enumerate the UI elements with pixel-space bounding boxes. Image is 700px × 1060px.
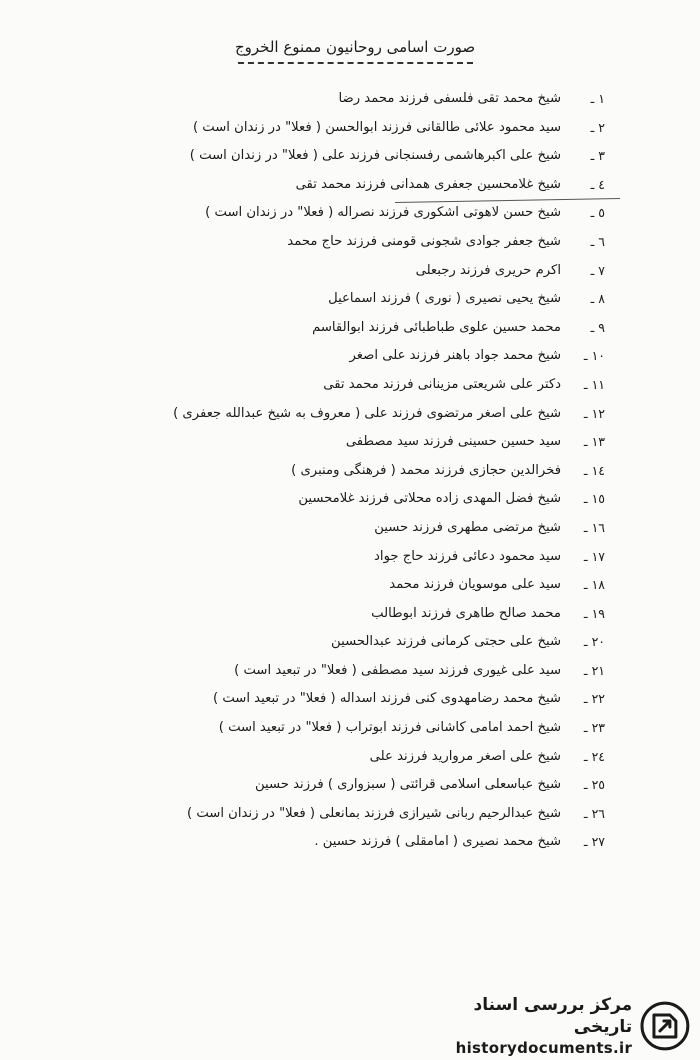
item-text: شیخ محمد رضامهدوی کنی فرزند اسداله ( فعلا" در تبعید است )	[212, 691, 561, 707]
document-title: صورت اسامی روحانیون ممنوع الخروج	[234, 38, 476, 56]
item-number: ۲۱ ـ	[583, 662, 605, 678]
list-item	[150, 828, 605, 857]
item-number: ۲۰ ـ	[583, 634, 605, 650]
item-number: ۲٦ ـ	[583, 805, 605, 821]
item-number: ۲٤ ـ	[583, 748, 605, 764]
item-text: شیخ عباسعلی اسلامی قرائتی ( سبزواری ) فرزند حسین	[254, 777, 561, 793]
list-item	[150, 543, 605, 572]
item-number: ۱٦ ـ	[583, 519, 605, 535]
list-item	[150, 743, 605, 772]
item-number: ۱٥ ـ	[583, 491, 605, 507]
item-number: ٦ ـ	[590, 233, 605, 249]
list-item	[150, 85, 605, 114]
item-text: محمد حسین علوی طباطبائی فرزند ابوالقاسم	[312, 319, 561, 335]
archive-watermark	[410, 995, 690, 1057]
item-number: ۱ ـ	[590, 91, 605, 106]
item-text: شیخ محمد نصیری ( امامقلی ) فرزند حسین .	[314, 834, 561, 850]
item-text: محمد صالح طاهری فرزند ابوطالب	[371, 605, 561, 621]
item-text: شیخ فضل المهدی زاده محلاتی فرزند غلامحسین	[298, 491, 561, 507]
item-number: ۱۸ ـ	[583, 577, 605, 593]
item-text: شیخ عبدالرحیم ربانی شیرازی فرزند بمانعلی ( فعلا" در زندان است )	[186, 805, 561, 821]
item-number: ۱۱ ـ	[583, 376, 605, 392]
item-number: ۸ ـ	[590, 291, 605, 307]
list-item	[150, 514, 605, 543]
title-underline-divider	[238, 62, 473, 64]
item-number: ۷ ـ	[590, 262, 605, 278]
list-item	[150, 428, 605, 457]
list-item	[150, 171, 605, 200]
item-number: ۱۷ ـ	[583, 548, 605, 564]
item-number: ۲۳ ـ	[583, 720, 605, 736]
list-item	[150, 228, 605, 257]
item-text: شیخ مرتضی مطهری فرزند حسین	[374, 519, 561, 535]
item-text: اکرم حریری فرزند رجبعلی	[415, 262, 561, 278]
item-text: سید حسین حسینی فرزند سید مصطفی	[345, 434, 561, 450]
list-item	[150, 257, 605, 286]
document-arrow-logo-icon	[640, 1001, 690, 1051]
watermark-name: مرکز بررسی اسناد تاریخی	[473, 995, 633, 1037]
item-number: ۲٥ ـ	[583, 777, 605, 793]
names-list	[150, 85, 605, 857]
item-text: دکتر علی شریعتی مزینانی فرزند محمد تقی	[323, 376, 561, 392]
list-item	[150, 199, 605, 228]
item-number: ۲۲ ـ	[583, 691, 605, 707]
item-text: سید علی غیوری فرزند سید مصطفی ( فعلا" در تبعید است )	[234, 662, 561, 678]
list-item	[150, 114, 605, 143]
item-text: فخرالدین حجازی فرزند محمد ( فرهنگی ومنبری )	[291, 462, 561, 478]
item-number: ۱۰ ـ	[583, 348, 605, 364]
list-item	[150, 314, 605, 343]
list-item	[150, 400, 605, 429]
item-number: ۱۳ ـ	[583, 434, 605, 450]
item-text: شیخ علی اکبرهاشمی رفسنجانی فرزند علی ( فعلا" در زندان است )	[189, 148, 561, 164]
item-text: شیخ غلامحسین جعفری همدانی فرزند محمد تقی	[295, 176, 561, 192]
item-number: ۲ ـ	[590, 119, 605, 135]
item-text: شیخ علی اصغر مروارید فرزند علی	[369, 748, 561, 764]
list-item	[150, 628, 605, 657]
item-number: ٤ ـ	[590, 176, 605, 192]
list-item	[150, 485, 605, 514]
list-item	[150, 342, 605, 371]
item-number: ۱٤ ـ	[583, 462, 605, 478]
list-item	[150, 657, 605, 686]
item-text: شیخ جعفر جوادی شجونی قومنی فرزند حاج محمد	[287, 233, 561, 249]
item-text: شیخ علی حجتی کرمانی فرزند عبدالحسین	[331, 634, 561, 650]
item-number: ٥ ـ	[590, 205, 605, 221]
item-text: سید محمود دعائی فرزند حاج جواد	[374, 548, 561, 564]
item-number: ۲۷ ـ	[583, 834, 605, 850]
item-text: شیخ احمد امامی کاشانی فرزند ابوتراب ( فعلا" در تبعید است )	[218, 720, 561, 736]
item-text: شیخ محمد تقی فلسفی فرزند محمد رضا	[338, 91, 561, 106]
list-item	[150, 714, 605, 743]
list-item	[150, 285, 605, 314]
list-item	[150, 457, 605, 486]
item-number: ۳ ـ	[590, 148, 605, 164]
item-text: شیخ یحیی نصیری ( نوری ) فرزند اسماعیل	[328, 291, 561, 307]
list-item	[150, 142, 605, 171]
item-text: سید محمود علائی طالقانی فرزند ابوالحسن ( فعلا" در زندان است )	[192, 119, 561, 135]
list-item	[150, 371, 605, 400]
list-item	[150, 685, 605, 714]
list-item	[150, 771, 605, 800]
item-number: ۱۲ ـ	[583, 405, 605, 421]
list-item	[150, 800, 605, 829]
watermark-url: historydocuments.ir	[455, 1039, 633, 1057]
watermark-text	[410, 994, 632, 1058]
item-text: سید علی موسویان فرزند محمد	[389, 577, 561, 593]
list-item	[150, 571, 605, 600]
list-item	[150, 600, 605, 629]
item-number: ۹ ـ	[590, 319, 605, 335]
item-text: شیخ علی اصغر مرتضوی فرزند علی ( معروف به شیخ عبدالله جعفری )	[173, 405, 561, 421]
item-text: شیخ محمد جواد باهنر فرزند علی اصغر	[349, 348, 561, 364]
item-text: شیخ حسن لاهوتی اشکوری فرزند نصراله ( فعلا" در زندان است )	[205, 205, 561, 221]
item-number: ۱۹ ـ	[583, 605, 605, 621]
